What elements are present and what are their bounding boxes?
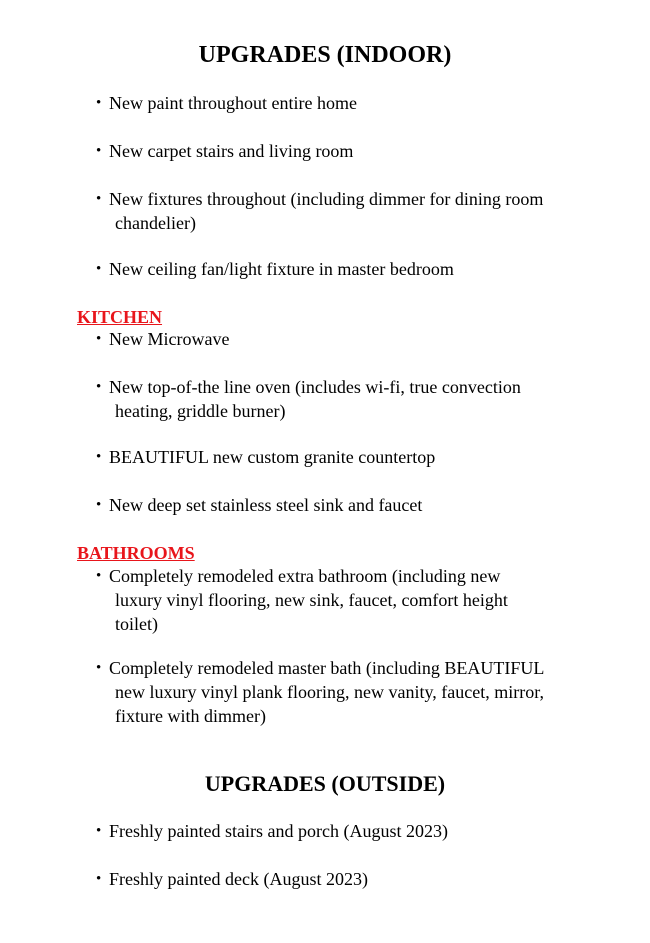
kitchen-heading: KITCHEN <box>77 307 163 327</box>
list-item <box>96 493 586 517</box>
bullet-icon: • <box>96 871 102 887</box>
item-line: BEAUTIFUL new custom granite countertop <box>109 447 436 467</box>
item-line: New ceiling fan/light fixture in master bedroom <box>109 259 454 279</box>
list-item <box>96 187 586 235</box>
item-line: Completely remodeled master bath (including BEAUTIFUL <box>109 658 545 678</box>
bullet-icon: • <box>96 497 102 513</box>
list-item <box>96 91 586 115</box>
item-line: Freshly painted stairs and porch (August 2023) <box>109 821 448 841</box>
list-item <box>96 327 586 351</box>
bathrooms-heading: BATHROOMS <box>77 543 195 563</box>
item-line: New fixtures throughout (including dimmer for dining room <box>109 189 544 209</box>
item-line: New Microwave <box>109 329 230 349</box>
bullet-icon: • <box>96 143 102 159</box>
bullet-icon: • <box>96 823 102 839</box>
item-line: luxury vinyl flooring, new sink, faucet, comfort height <box>115 590 508 610</box>
item-line: New carpet stairs and living room <box>109 141 354 161</box>
list-item <box>96 564 586 636</box>
bullet-icon: • <box>96 568 102 584</box>
bullet-icon: • <box>96 191 102 207</box>
list-item <box>96 819 586 843</box>
item-line: New deep set stainless steel sink and faucet <box>109 495 423 515</box>
bullet-icon: • <box>96 95 102 111</box>
item-line: chandelier) <box>115 213 196 233</box>
bullet-icon: • <box>96 261 102 277</box>
item-line: toilet) <box>115 614 158 634</box>
item-line: Completely remodeled extra bathroom (including new <box>109 566 501 586</box>
item-line: New top-of-the line oven (includes wi-fi, true convection <box>109 377 521 397</box>
list-item <box>96 257 586 281</box>
bullet-icon: • <box>96 379 102 395</box>
bullet-icon: • <box>96 331 102 347</box>
list-item <box>96 445 586 469</box>
item-line: heating, griddle burner) <box>115 401 286 421</box>
item-line: new luxury vinyl plank flooring, new vanity, faucet, mirror, <box>115 682 545 702</box>
indoor-title: UPGRADES (INDOOR) <box>198 42 452 68</box>
list-item <box>96 867 586 891</box>
list-item <box>96 656 586 728</box>
list-item <box>96 375 586 423</box>
bullet-icon: • <box>96 449 102 465</box>
bullet-icon: • <box>96 660 102 676</box>
outside-title: UPGRADES (OUTSIDE) <box>204 771 446 796</box>
list-item <box>96 139 586 163</box>
item-line: Freshly painted deck (August 2023) <box>109 869 368 889</box>
item-line: New paint throughout entire home <box>109 93 357 113</box>
item-line: fixture with dimmer) <box>115 706 266 726</box>
